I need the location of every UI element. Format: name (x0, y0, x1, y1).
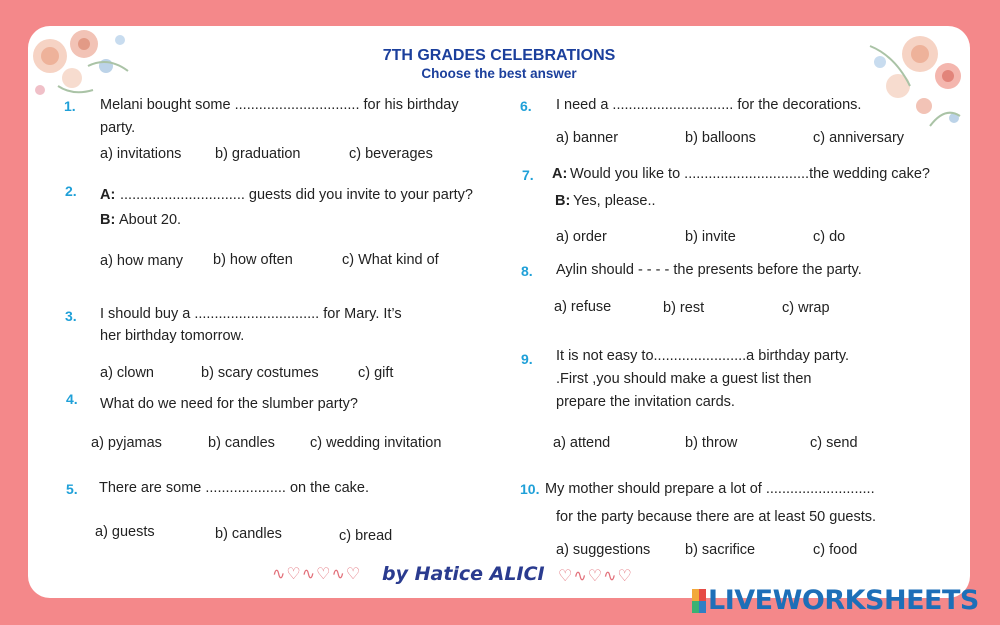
page-title: 7TH GRADES CELEBRATIONS (382, 47, 616, 64)
question-text: .First ,you should make a guest list then (556, 371, 812, 387)
answer-option[interactable]: c) beverages (349, 146, 433, 162)
answer-option[interactable]: b) throw (685, 435, 738, 451)
hearts-decoration-left: ∿♡∿♡∿♡ (272, 566, 362, 583)
answer-option[interactable]: a) suggestions (556, 542, 651, 558)
answer-option[interactable]: a) attend (553, 435, 611, 451)
question-text: Melani bought some ............................... for his birthday (100, 97, 459, 113)
worksheet-card (28, 26, 970, 598)
question-number: 8. (521, 263, 533, 279)
question-number: 4. (66, 391, 78, 407)
answer-option[interactable]: a) pyjamas (91, 435, 162, 451)
answer-option[interactable]: c) gift (358, 365, 394, 381)
answer-option[interactable]: b) balloons (685, 130, 756, 146)
question-text: prepare the invitation cards. (556, 394, 735, 410)
answer-option[interactable]: a) refuse (554, 299, 612, 315)
answer-option[interactable]: a) banner (556, 130, 619, 146)
author-signature: by Hatice ALICI (382, 563, 545, 585)
answer-option[interactable]: b) scary costumes (201, 365, 319, 381)
answer-option[interactable]: c) do (813, 229, 846, 245)
question-text: About 20. (119, 212, 182, 228)
answer-option[interactable]: b) invite (685, 229, 736, 245)
question-text: It is not easy to.......................a birthday party. (556, 348, 850, 364)
question-number: 5. (66, 481, 78, 497)
answer-option[interactable]: c) send (810, 435, 858, 451)
liveworksheets-logo-icon (692, 589, 706, 613)
question-text: What do we need for the slumber party? (100, 396, 358, 412)
question-text: There are some .................... on the cake. (99, 480, 369, 496)
answer-option[interactable]: c) food (813, 542, 858, 558)
speaker-label: B: (100, 212, 116, 228)
flower-decoration-right (850, 26, 970, 146)
answer-option[interactable]: b) candles (208, 435, 275, 451)
question-text: for the party because there are at least 50 guests. (556, 509, 876, 525)
question-number: 6. (520, 98, 532, 114)
question-number: 10. (520, 481, 540, 497)
question-text: My mother should prepare a lot of ........................... (545, 481, 875, 497)
speaker-label: A: (100, 187, 116, 203)
question-text: Would you like to ...............................the wedding cake? (570, 166, 930, 182)
answer-option[interactable]: b) how often (213, 252, 293, 268)
question-text: Aylin should - - - - the presents before the party. (556, 262, 862, 278)
answer-option[interactable]: c) bread (339, 528, 393, 544)
question-text: her birthday tomorrow. (100, 328, 245, 344)
answer-option[interactable]: c) wrap (782, 300, 830, 316)
question-text: I need a .............................. for the decorations. (556, 97, 862, 113)
answer-option[interactable]: b) graduation (215, 146, 301, 162)
question-text: Yes, please.. (573, 193, 656, 209)
question-number: 2. (65, 183, 77, 199)
answer-option[interactable]: c) wedding invitation (310, 435, 442, 451)
answer-option[interactable]: a) clown (100, 365, 154, 381)
question-number: 7. (522, 167, 534, 183)
answer-option[interactable]: a) guests (95, 524, 155, 540)
question-number: 9. (521, 351, 533, 367)
brand-logo[interactable]: LIVEWORKSHEETS (708, 585, 979, 616)
question-number: 3. (65, 308, 77, 324)
answer-option[interactable]: b) candles (215, 526, 282, 542)
answer-option[interactable]: c) anniversary (813, 130, 905, 146)
answer-option[interactable]: a) how many (100, 253, 184, 269)
question-text: party. (100, 120, 136, 136)
answer-option[interactable]: a) order (556, 229, 607, 245)
speaker-label: B: (555, 193, 571, 209)
answer-option[interactable]: a) invitations (100, 146, 182, 162)
speaker-label: A: (552, 166, 568, 182)
answer-option[interactable]: b) sacrifice (685, 542, 756, 558)
hearts-decoration-right: ♡∿♡∿♡ (558, 568, 633, 585)
question-text: I should buy a ............................... for Mary. It’s (100, 306, 402, 322)
question-number: 1. (64, 98, 76, 114)
question-text: ............................... guests did you invite to your party? (120, 187, 473, 203)
page-subtitle: Choose the best answer (421, 66, 577, 81)
answer-option[interactable]: c) What kind of (342, 252, 439, 268)
answer-option[interactable]: b) rest (663, 300, 705, 316)
